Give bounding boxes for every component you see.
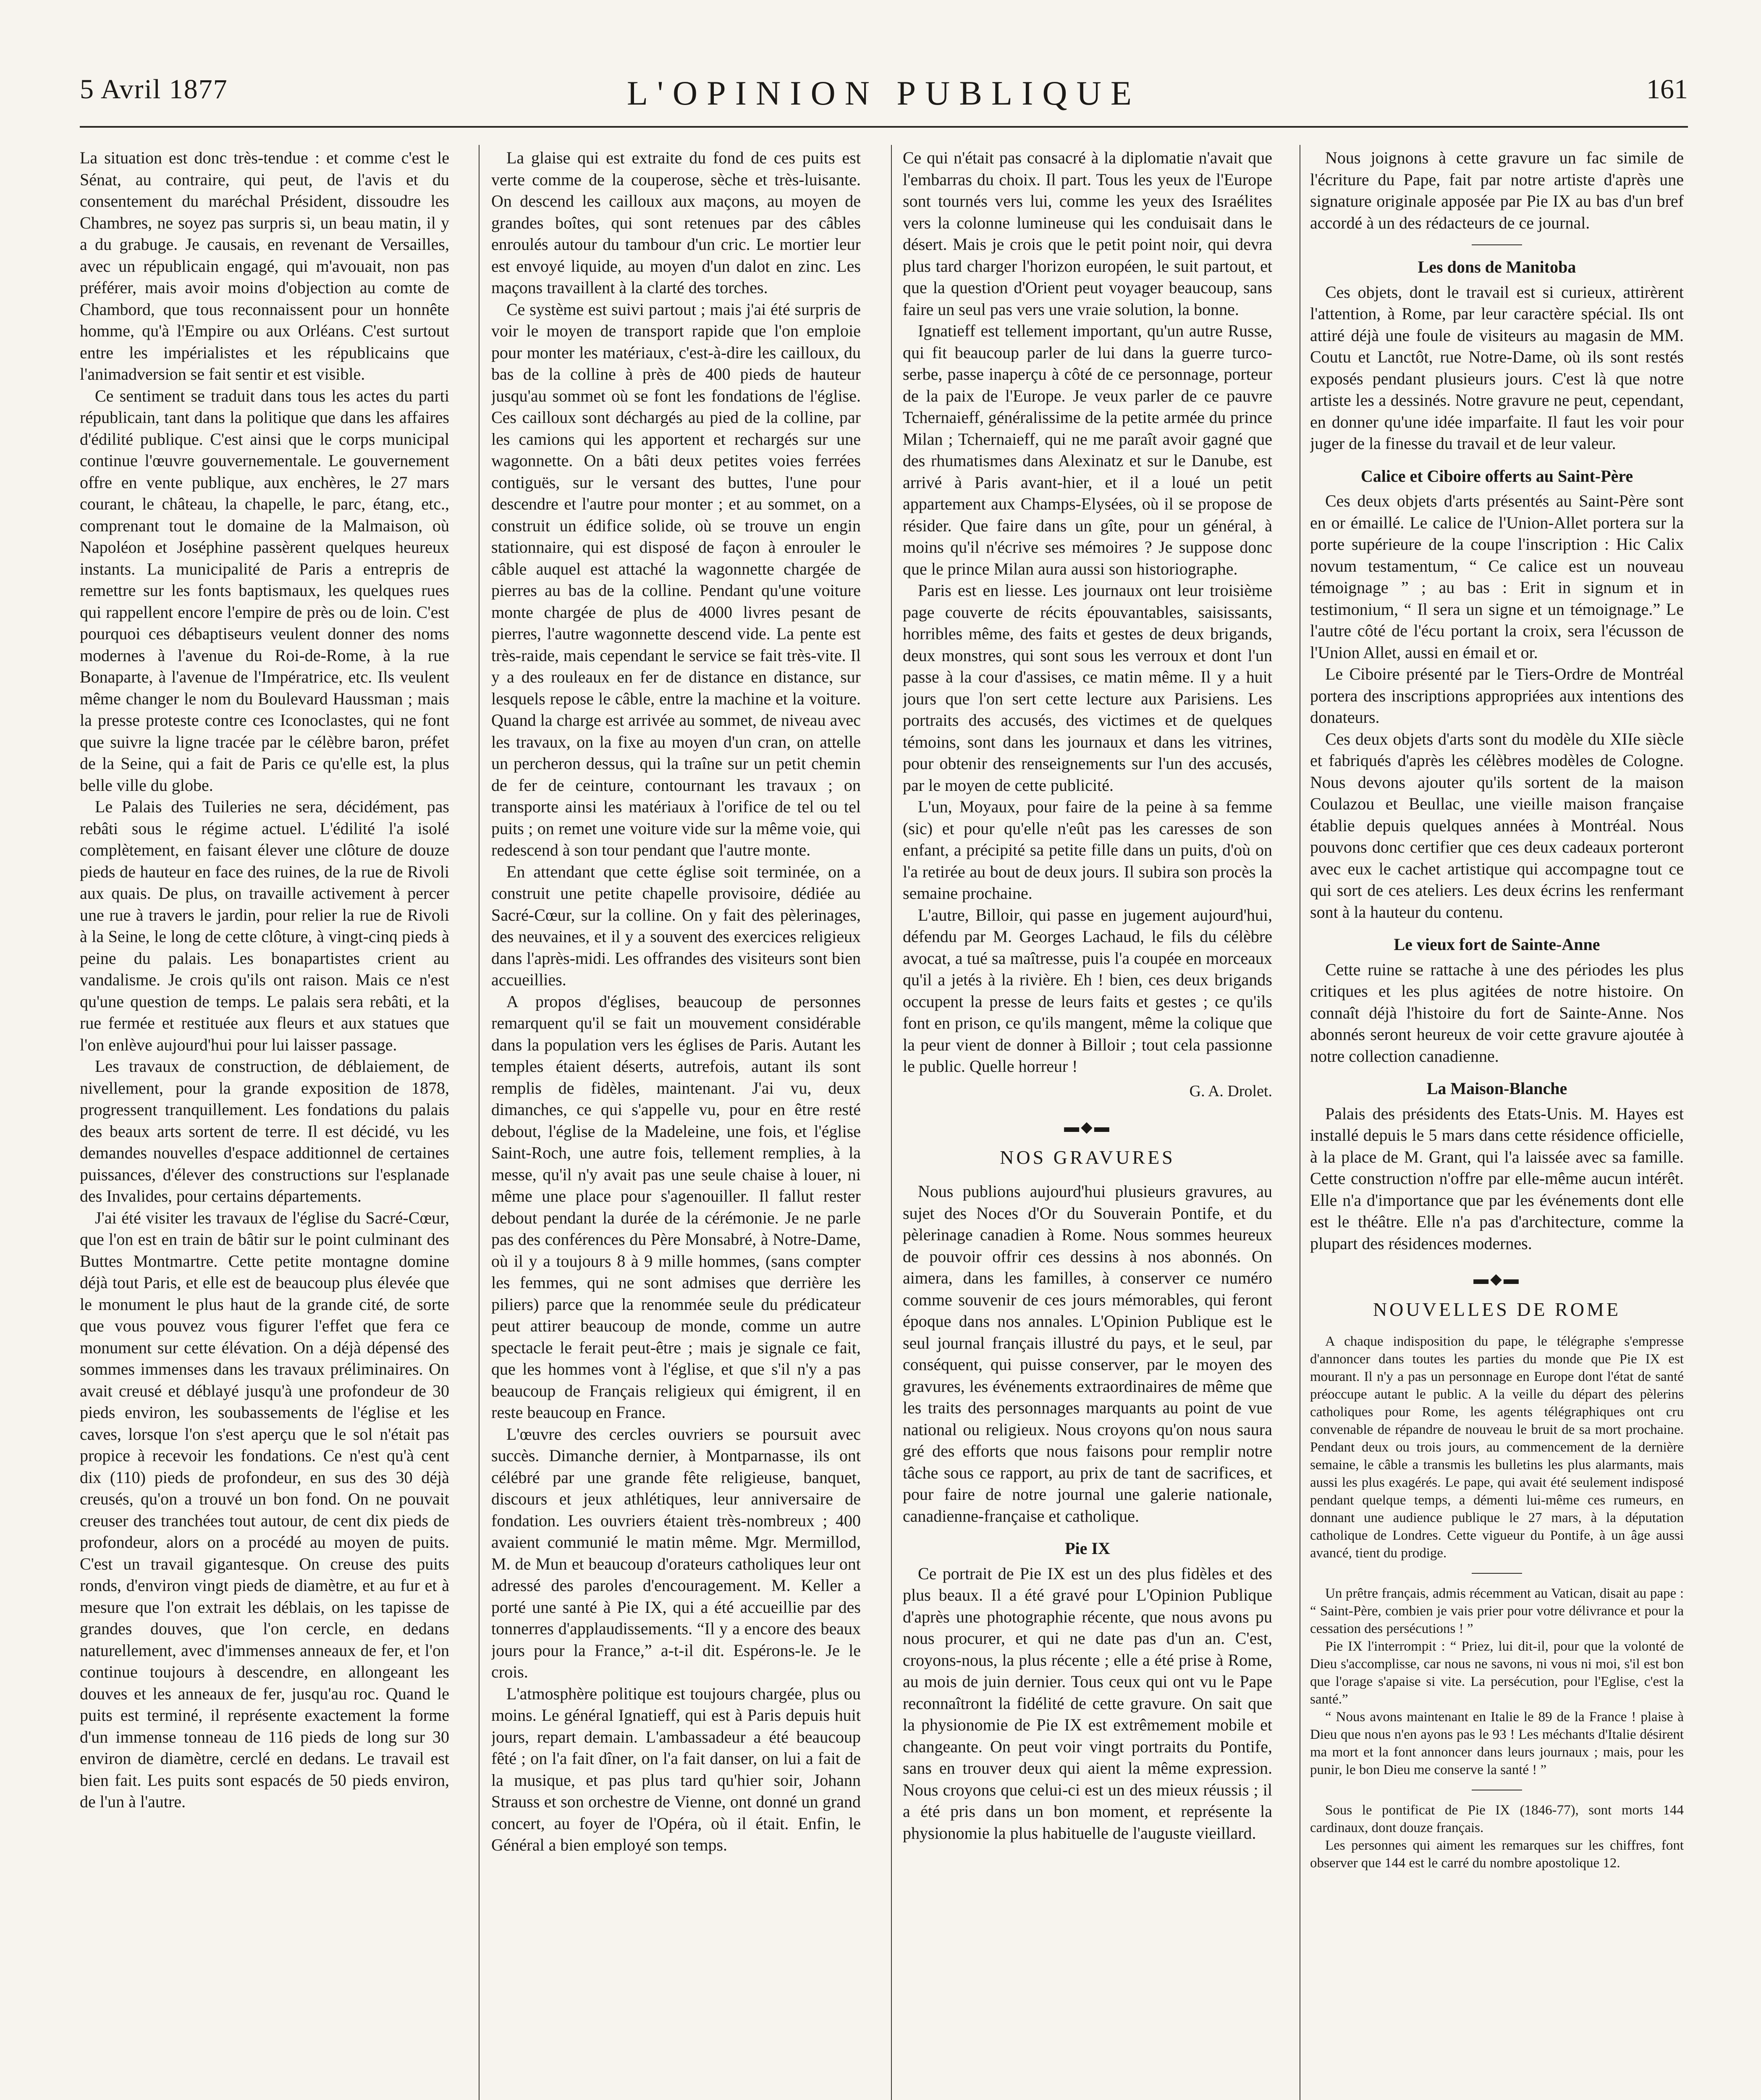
paragraph: Sous le pontificat de Pie IX (1846-77), sont morts 144 cardinaux, dont douze français. [1310, 1803, 1684, 1835]
column-divider [479, 145, 480, 2100]
paragraph: La situation est donc très-tendue : et comme c'est le Sénat, au contraire, qui peut, de l'avis et du consentement du maréchal Président, dissoudre les Chambres, ne soyez pas surpris si, un beau matin, il y a du grabuge. Je causais, en revenant de Versailles, avec un républicain engagé, qui m'avouait, non pas préférer, mais avoir moins d'objection au comte de Chambord, que tous reconnaissent pour un honnête homme, qu'à l'Empire ou aux Orléans. C'est surtout entre les impérialistes et les républicains que l'animadversion se fait sentir et est visible. [80, 148, 449, 383]
paragraph: A propos d'églises, beaucoup de personnes remarquent qu'il se fait un mouvement considérable dans la population vers les églises de Paris. Autant les temples étaient déserts, autrefois, autant ils sont remplis de fidèles, maintenant. J'ai vu, deux dimanches, ce qui s'appelle vu, pour en être resté debout, l'église de la Madeleine, une fois, et l'église Saint-Roch, une autre fois, tellement remplies, à la messe, qu'il n'y avait pas une seule chaise à louer, ni même une place pour s'agenouiller. Il fallut rester debout pendant la durée de la cérémonie. Je ne parle pas des conférences du Père Monsabré, à Notre-Dame, où il y a toujours 8 à 9 mille hommes, (sans compter les femmes, qui ne sont admises que derrière les piliers) parce que la renommée seule du prédicateur peut attirer beaucoup de monde, comme un autre spectacle le ferait peut-être ; mais je signale ce fait, que les hommes vont à l'église, et que s'il n'y a pas beaucoup de Français religieux qui émigrent, il en reste beaucoup en France. [491, 992, 861, 1422]
paragraph: Nous joignons à cette gravure un fac simile de l'écriture du Pape, fait par notre artiste d'après une signature originale apposée par Pie IX au bas d'un bref accordé à un des rédacteurs de ce journal. [1310, 148, 1684, 232]
paragraph: L'un, Moyaux, pour faire de la peine à sa femme (sic) et pour qu'elle n'eût pas les caresses de son enfant, a précipité sa petite fille dans un puits, d'où on l'a retirée au bout de deux jours. Il subira son procès la semaine prochaine. [903, 797, 1272, 903]
paragraph: Palais des présidents des Etats-Unis. M. Hayes est installé depuis le 5 mars dans cette résidence officielle, à la place de M. Grant, qui l'a laissée avec sa famille. Cette construction n'offre par elle-même aucun intérêt. Elle n'a d'importance que par les événements dont elle est le théâtre. Elle n'a pas d'architecture, comme la plupart des résidences modernes. [1310, 1104, 1684, 1253]
paragraph: Ignatieff est tellement important, qu'un autre Russe, qui fit beaucoup parler de lui dans la guerre turco-serbe, passe inaperçu à côté de ce personnage, porteur de la paix de l'Europe. Je veux parler de ce pauvre Tchernaieff, généralissime de la petite armée du prince Milan ; Tchernaieff, qui ne me paraît avoir gagné que des rhumatismes dans Alexinatz et sur le Danube, est arrivé à Paris avant-hier, et il a loué un petit appartement aux Champs-Elysées, où il se propose de résider. Que faire dans un gîte, pour un général, à moins qu'il n'écrive ses mémoires ? Je suppose donc que le prince Milan aura aussi son historiographe. [903, 321, 1272, 578]
ornament-divider: ▬◆▬ [1064, 1118, 1111, 1135]
author-signature: G. A. Drolet. [1189, 1082, 1272, 1100]
subheading-dons-manitoba: Les dons de Manitoba [1418, 257, 1576, 276]
short-divider [1472, 1573, 1522, 1574]
column-2 [491, 147, 861, 2100]
paragraph: Les personnes qui aiment les remarques sur les chiffres, font observer que 144 est le carré du nombre apostolique 12. [1310, 1838, 1684, 1871]
paragraph: Cette ruine se rattache à une des périodes les plus critiques et les plus agitées de notre histoire. On connaît déjà l'histoire du fort de Sainte-Anne. Nos abonnés seront heureux de voir cette gravure ajoutée à notre collection canadienne. [1310, 960, 1684, 1066]
subheading-vieux-fort: Le vieux fort de Sainte-Anne [1394, 935, 1600, 954]
newspaper-title: L'OPINION PUBLIQUE [627, 74, 1141, 112]
paragraph: Nous publions aujourd'hui plusieurs gravures, au sujet des Noces d'Or du Souverain Pontife, et du pèlerinage canadien à Rome. Nous sommes heureux de pouvoir offrir ces dessins à nos abonnés. On aimera, dans les familles, à conserver ce numéro comme souvenir de ces jours mémorables, qui feront époque dans nos annales. L'Opinion Publique est le seul journal français illustré du pays, et le seul, par conséquent, qui puisse conserver, par le moyen des gravures, les événements extraordinaires de même que les traits des personnages marquants au point de vue national ou religieux. Nous croyons qu'on nous saura gré des efforts que nous faisons pour remplir notre tâche sous ce rapport, au prix de tant de sacrifices, et pour faire de notre journal une galerie nationale, canadienne-française et catholique. [903, 1182, 1272, 1525]
paragraph: Pie IX l'interrompit : “ Priez, lui dit-il, pour que la volonté de Dieu s'accomplisse, car nous ne savons, ni vous ni moi, s'il est bon que l'orage s'apaise si vite. La persécution, pour l'Eglise, c'est la santé.” [1310, 1639, 1684, 1707]
paragraph: Le Ciboire présenté par le Tiers-Ordre de Montréal portera des inscriptions appropriées aux intentions des donateurs. [1310, 664, 1684, 727]
paragraph: A chaque indisposition du pape, le télégraphe s'empresse d'annoncer dans toutes les parties du monde que Pie IX est mourant. Il n'y a pas un personnage en Europe dont l'état de santé préoccupe autant le public. A la veille du départ des pèlerins catholiques pour Rome, les agents télégraphiques ont cru convenable de répandre de nouveau le bruit de sa mort prochaine. Pendant deux ou trois jours, au commencement de la dernière semaine, le câble a transmis les bulletins les plus alarmants, mais aussi les plus exagérés. Le pape, qui avait été seulement indisposé pendant quelque temps, a démenti lui-même ces rumeurs, en donnant une audience publique le 27 mars, à la députation catholique de Londres. Cette vigueur du Pontife, à un âge aussi avancé, tient du prodige. [1310, 1334, 1684, 1561]
paragraph: Ces deux objets d'arts présentés au Saint-Père sont en or émaillé. Le calice de l'Union-Allet portera sur la porte supérieure de la coupe l'inscription : Hic Calix novum testamentum, “ Ce calice est un nouveau témoignage ” ; au bas : Erit in signum et in testimonium, “ Il sera un signe et un témoignage.” Le l'autre côté de l'écu portant la croix, sera l'écusson de l'Union Allet, aussi en émail et or. [1310, 491, 1684, 662]
paragraph: L'œuvre des cercles ouvriers se poursuit avec succès. Dimanche dernier, à Montparnasse, ils ont célébré par une grande fête religieuse, banquet, discours et jeux athlétiques, leur anniversaire de fondation. Les ouvriers étaient très-nombreux ; 400 avaient communié le matin même. Mgr. Mermillod, M. de Mun et beaucoup d'orateurs catholiques leur ont adressé des paroles d'encouragement. M. Keller a porté une santé à Pie IX, qui a été accueillie par des tonnerres d'applaudissements. “Il y a encore des beaux jours pour la France,” a-t-il dit. Espérons-le. Je le crois. [491, 1424, 861, 1681]
paragraph: L'autre, Billoir, qui passe en jugement aujourd'hui, défendu par M. Georges Lachaud, le fils du célèbre avocat, a tué sa maîtresse, puis l'a coupée en morceaux qu'il a jetés à la rivière. Eh ! bien, ces deux brigands occupent la presse de leurs faits et gestes ; ce qu'ils font en prison, ce qu'ils mangent, même la colique que la peur vient de donner à Billoir ; tout cela passionne le public. Quelle horreur ! [903, 905, 1272, 1076]
column-1 [80, 147, 449, 2100]
paragraph: Ce sentiment se traduit dans tous les actes du parti républicain, tant dans la politique que dans les affaires d'édilité publique. C'est ainsi que le corps municipal continue l'œuvre gouvernementale. Le gouvernement offre en vente publique, aux enchères, le 27 mars courant, le château, la chapelle, le parc, étang, etc., comprenant tout le domaine de la Malmaison, où Napoléon et Joséphine passèrent quelques heureux instants. La municipalité de Paris a entrepris de remettre sur les fonts baptismaux, les quelques rues qui rappellent encore l'empire de près ou de loin. C'est pourquoi ces débaptiseurs veulent donner des noms modernes à l'avenue du Roi-de-Rome, à la rue Bonaparte, à l'avenue de l'Impératrice, etc. Ils veulent même changer le nom du Boulevard Haussman ; mais la presse proteste contre ces Iconoclastes, qui ne font que suivre la ligne tracée par le célèbre baron, préfet de la Seine, qui a fait de Paris ce qu'elle est, la plus belle ville du globe. [80, 386, 449, 795]
paragraph: Ce portrait de Pie IX est un des plus fidèles et des plus beaux. Il a été gravé pour L'Opinion Publique d'après une photographie récente, que nous avons pu nous procurer, et qui ne date pas d'un an. C'est, croyons-nous, la plus récente ; elle a été prise à Rome, au mois de juin dernier. Tous ceux qui ont vu le Pape reconnaîtront la fidélité de cette gravure. On sait que la physionomie de Pie IX est extrêmement mobile et changeante. On peut voir vingt portraits du Pontife, sans en trouver deux qui aient la même expression. Nous croyons que celui-ci est un des mieux réussis ; il a été pris dans un bon moment, et représente la physionomie la plus habituelle de l'auguste vieillard. [903, 1564, 1272, 1843]
column-4 [1310, 147, 1684, 2100]
paragraph: La glaise qui est extraite du fond de ces puits est verte comme de la couperose, sèche et très-luisante. On descend les cailloux aux maçons, au moyen de grandes boîtes, qui sont retenues par des câbles enroulés autour du tambour d'un cric. Le mortier leur est envoyé liquide, au moyen d'un dalot en zinc. Les maçons travaillent à la clarté des torches. [491, 148, 861, 297]
short-divider [1472, 244, 1522, 245]
paragraph: Les travaux de construction, de déblaiement, de nivellement, pour la grande exposition de 1878, progressent tranquillement. Les fondations du palais des beaux arts sortent de terre. Il est décidé, vu les demandes nouvelles d'espace additionnel de certaines puissances, d'élever des constructions sur l'esplanade des Invalides, pour certains départements. [80, 1057, 449, 1205]
section-title-nouvelles-rome: NOUVELLES DE ROME [1373, 1298, 1621, 1320]
page-number: 161 [1646, 74, 1688, 105]
paragraph: L'atmosphère politique est toujours chargée, plus ou moins. Le général Ignatieff, qui est à Paris depuis huit jours, repart demain. L'ambassadeur a été beaucoup fêté ; on l'a fait dîner, on l'a fait danser, on lui a fait de la musique, et pas plus tard qu'hier soir, Johann Strauss et son orchestre de Vienne, ont donné un grand concert, au foyer de l'Opéra, où il était. Enfin, le Général a bien employé son temps. [491, 1684, 861, 1854]
paragraph: Paris est en liesse. Les journaux ont leur troisième page couverte de récits épouvantables, saisissants, horribles même, des faits et gestes de deux brigands, deux monstres, qui sont sous les verroux et dont l'un passe à la cour d'assises, ce matin même. Il y a huit jours que l'on sert cette lecture aux Parisiens. Les portraits des accusés, des victimes et de quelques témoins, sont dans les journaux et dans les vitrines, pour obtenir des renseignements sur l'un des accusés, par le moyen de cette publicité. [903, 581, 1272, 795]
paragraph: J'ai été visiter les travaux de l'église du Sacré-Cœur, que l'on est en train de bâtir sur le point culminant des Buttes Montmartre. Cette petite montagne domine déjà tout Paris, et elle est de beaucoup plus élevée que le monument le plus haut de la grande cité, de sorte que vous pouvez vous figurer l'effet que fera ce monument sur cette élévation. On a déjà dépensé des sommes immenses dans les travaux préliminaires. On avait creusé et déblayé jusqu'à une profondeur de 30 pieds environ, les soubassements de l'église et les caves, lorsque l'on s'est aperçu que le sol n'était pas propice à recevoir les fondations. Ce n'est qu'à cent dix (110) pieds de profondeur, en sus des 30 déjà creusés, qu'on a trouvé un bon fond. On ne pouvait creuser des tranchées tout autour, de cent dix pieds de profondeur, alors on a procédé au moyen de puits. C'est un travail gigantesque. On creuse des puits ronds, d'environ vingt pieds de diamètre, et au fur et à mesure que l'on extrait les déblais, on les tapisse de grandes douves, que l'on cercle, en dedans naturellement, avec d'immenses anneaux de fer, et l'on continue toujours à descendre, en allongeant les douves et les anneaux de fer, jusqu'au roc. Quand le puits est terminé, il représente exactement la forme d'un immense tonneau de 116 pieds de long sur 30 environ de diamètre, cerclé en dedans. Le travail est bien fait. Les puits sont espacés de 50 pieds environ, de l'un à l'autre. [80, 1208, 449, 1811]
header-rule [80, 126, 1688, 128]
paragraph: En attendant que cette église soit terminée, on a construit une petite chapelle provisoire, dédiée au Sacré-Cœur, sur la colline. On y fait des pèlerinages, des neuvaines, et il y a souvent des exercices religieux dans l'après-midi. Les offrandes des visiteurs sont bien accueillies. [491, 862, 861, 989]
paragraph: Ces deux objets d'arts sont du modèle du XIIe siècle et fabriqués d'après les célèbres modèles de Cologne. Nous devons ajouter qu'ils sortent de la maison Coulazou et Beullac, une vieille maison française établie depuis quelques années à Montréal. Nous pouvons donc certifier que ces deux cadeaux porteront avec eux le cachet artistique qui accompagne tout ce qui sort de ces ateliers. Les deux écrins les renfermant sont à la hauteur du contenu. [1310, 729, 1684, 921]
subheading-maison-blanche: La Maison-Blanche [1426, 1079, 1567, 1098]
paragraph: Ces objets, dont le travail est si curieux, attirèrent l'attention, à Rome, par leur caractère spécial. Ils ont attiré déjà une foule de visiteurs au magasin de MM. Coutu et Lanctôt, rue Notre-Dame, où ils sont restés exposés pendant plusieurs jours. C'est là que notre artiste les a dessinés. Notre gravure ne peut, cependant, en donner qu'une idée imparfaite. Il faut les voir pour juger de la finesse du travail et de leur valeur. [1310, 282, 1684, 453]
subheading-calice-ciboire: Calice et Ciboire offerts au Saint-Père [1360, 466, 1633, 486]
column-3 [903, 147, 1272, 2100]
section-title-nos-gravures: NOS GRAVURES [1000, 1146, 1175, 1168]
paragraph: Ce système est suivi partout ; mais j'ai été surpris de voir le moyen de transport rapide que l'on emploie pour monter les matériaux, c'est-à-dire les cailloux, du bas de la colline à près de 400 pieds de hauteur jusqu'au sommet où se font les fondations de l'église. Ces cailloux sont déchargés au pied de la colline, par les camions qui les apportent et rechargés sur une wagonnette. On a bâti deux petites voies ferrées contiguës, sur le versant des buttes, l'une pour descendre et l'autre pour monter ; et au sommet, on a construit un édifice solide, où se trouve un engin stationnaire, qui est disposé de façon à enrouler le câble auquel est attaché la wagonnette chargée de pierres au bas de la colline. Pendant qu'une voiture monte chargée de plus de 4000 livres pesant de pierres, l'autre wagonnette descend vide. La pente est très-raide, mais cependant le service se fait très-vite. Il y a des rouleaux en fer de distance en distance, sur lesquels repose le câble, entre la machine et la voiture. Quand la charge est arrivée au sommet, de niveau avec les travaux, on la fixe au moyen d'un cran, on attelle un percheron dessus, qui la traîne sur un petit chemin de fer de ceinture, contournant les travaux ; on transporte ainsi les matériaux à l'orifice de tel ou tel puits ; on remet une voiture vide sur la même voie, qui redescend à son tour pendant que l'autre monte. [491, 299, 861, 859]
paragraph: “ Nous avons maintenant en Italie le 89 de la France ! plaise à Dieu que nous n'en ayons pas le 93 ! Les méchants d'Italie désirent ma mort et la font annoncer dans leurs journaux ; mais, pour les punir, le bon Dieu me conserve la santé ! ” [1310, 1709, 1684, 1777]
paragraph: Un prêtre français, admis récemment au Vatican, disait au pape : “ Saint-Père, combien je vais prier pour votre délivrance et pour la cessation des persécutions ! ” [1310, 1586, 1684, 1636]
paragraph: Le Palais des Tuileries ne sera, décidément, pas rebâti sous le régime actuel. L'édilité l'a isolé complètement, en faisant élever une clôture de douze pieds de hauteur en face des ruines, de la rue de Rivoli aux quais. De plus, on travaille activement à percer une rue à travers le jardin, pour relier la rue de Rivoli à la Seine, le long de cette clôture, à vingt-cinq pieds à peine du palais. Les bonapartistes crient au vandalisme. Je crois qu'ils ont raison. Mais ce n'est qu'une question de temps. Le palais sera rebâti, et la rue fermée et restituée aux fleurs et aux statues que l'on enlève aujourd'hui pour lui laisser passage. [80, 797, 449, 1054]
subheading-pie-ix: Pie IX [1065, 1539, 1110, 1558]
paragraph: Ce qui n'était pas consacré à la diplomatie n'avait que l'embarras du choix. Il part. Tous les yeux de l'Europe sont tournés vers lui, comme les yeux des Israélites vers la colonne lumineuse qui les conduisait dans le désert. Mais je crois que le petit point noir, qui devra plus tard charger l'horizon européen, le suit partout, et que la question d'Orient peut voyager beaucoup, sans faire un seul pas vers une vraie solution, la bonne. [903, 148, 1272, 319]
issue-date: 5 Avril 1877 [80, 74, 228, 105]
ornament-divider: ▬◆▬ [1473, 1270, 1520, 1287]
column-divider [891, 145, 892, 2100]
